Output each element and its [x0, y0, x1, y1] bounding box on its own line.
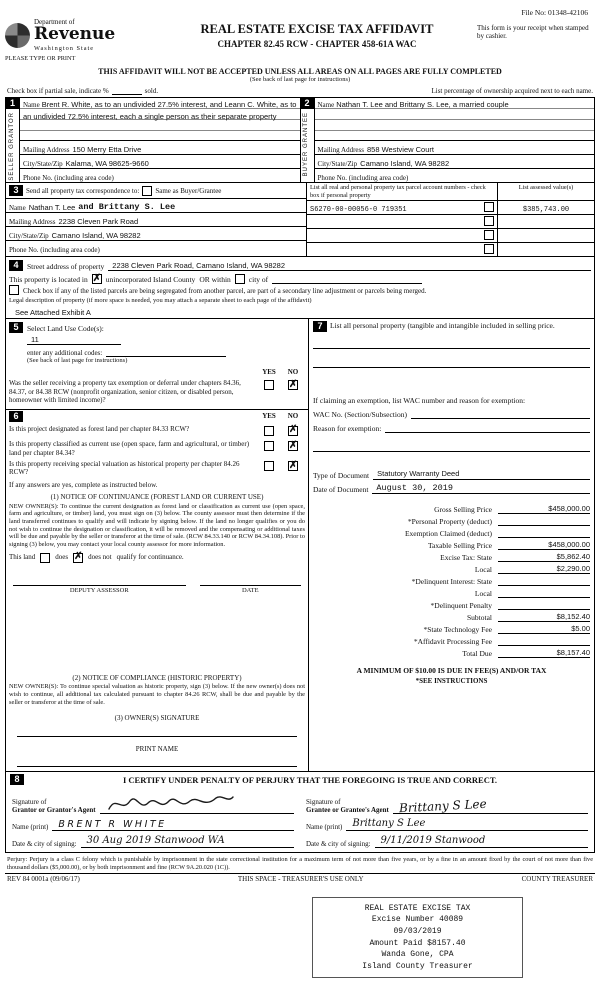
form-title: REAL ESTATE EXCISE TAX AFFIDAVIT — [200, 22, 434, 36]
name-print-label: Name (print) — [306, 823, 343, 832]
personal-property-checkbox-2[interactable] — [484, 216, 494, 226]
date-city-label: Date & city of signing: — [306, 840, 371, 849]
buyer-name-label: Name — [317, 101, 335, 110]
owners-signature-line[interactable] — [17, 725, 297, 737]
assessed-value: $385,743.00 — [522, 205, 570, 214]
forest-land-question-row — [9, 425, 305, 438]
exemption-question-row — [9, 379, 305, 404]
type-or-print-note: PLEASE TYPE OR PRINT — [5, 55, 76, 63]
header — [5, 18, 595, 63]
dor-emblem-icon — [5, 23, 30, 48]
segregated-note: Check box if any of the listed parcels are being segregated from another parcel, are part of a secondary line adjustment or parcels being merged. — [23, 286, 427, 295]
receipt-note: This form is your receipt when stamped by cashier. — [477, 24, 589, 41]
corr-mailing-label: Mailing Address — [9, 217, 56, 226]
q2-no-checkbox[interactable] — [288, 441, 298, 451]
continuance-line — [9, 553, 305, 563]
section5-number: 5 — [9, 322, 23, 333]
exemption-note: If claiming an exemption, list WAC number and reason for exemption: — [313, 396, 526, 406]
money-value: $458,000.00 — [498, 504, 590, 514]
personal-property-label: List all personal property (tangible and intangible included in selling price. — [330, 321, 555, 331]
parcel-row — [307, 242, 497, 256]
seller-phone-row — [20, 168, 300, 182]
city-checkbox[interactable] — [235, 274, 245, 284]
seller-name-label: Name — [23, 101, 40, 110]
buyer-box — [300, 97, 596, 183]
grantee-agent-label: Grantee or Grantee's Agent — [306, 806, 389, 815]
minimum-note: A MINIMUM OF $10.00 IS DUE IN FEE(S) AND/OR TAX — [356, 666, 547, 676]
money-label: Gross Selling Price — [434, 505, 492, 515]
stamp-date: 09/03/2019 — [393, 926, 442, 936]
file-number: File No: 01348-42106 — [521, 8, 588, 17]
grantor-signature-line[interactable] — [100, 791, 294, 814]
qualify-label: qualify for continuance. — [116, 553, 184, 562]
unincorporated-checkbox[interactable] — [92, 274, 102, 284]
located-in-label: This property is located in — [9, 275, 88, 285]
seller-box — [5, 97, 301, 183]
q2-yes-checkbox[interactable] — [264, 441, 274, 451]
money-label: *Delinquent Penalty — [430, 601, 492, 611]
corr-csz-label: City/State/Zip — [9, 231, 49, 240]
q1-no-checkbox[interactable] — [288, 426, 298, 436]
section1-number: 1 — [6, 98, 20, 109]
perjury-statement: Perjury: Perjury is a class C felony which is punishable by imprisonment in the state correctional institution for a maximum term of not more than five years, or by a fine in an amount fixed by the court of not more than five thousand dollars ($5,000.00), or by both imprisonment and fine (RCW 9A.20.020 (1C)). — [7, 856, 593, 871]
partial-sale-label: Check box if partial sale, indicate % — [7, 86, 109, 95]
seller-mailing-row — [20, 140, 300, 154]
grantor-name-line[interactable] — [52, 816, 294, 831]
grantor-printed-name: BRENT R WHITE — [58, 818, 167, 830]
s5-no-checkbox[interactable] — [288, 380, 298, 390]
deputy-date-line[interactable] — [200, 575, 301, 586]
land-use-code-value[interactable]: 11 — [27, 335, 121, 345]
grantee-name-line[interactable] — [346, 816, 588, 831]
notice1-body: NEW OWNER(S): To continue the current designation as forest land or classification as current use (open space, farm and agriculture, or timber) land, you must sign on (3) below. The county assessor must then determine if the land transferred continues to qualify and will indicate by signing below. If the land no longer qualifies or you do not wish to continue the designation or classification, it will be removed and the compensating or additional taxes will be due and payable by the seller or transferor at the time of sale. (RCW 84.33.140 or RCW 84.34.108). Prior to signing (3) below, you may contact your local county assessor for more information. — [9, 502, 305, 548]
money-value: $458,000.00 — [498, 540, 590, 550]
logo-state-text: Washington State — [34, 44, 95, 52]
grantor-agent-label: Grantor or Grantor's Agent — [12, 806, 96, 815]
grantor-date-city: 30 Aug 2019 Stanwood WA — [86, 835, 225, 847]
see-instructions-note: *SEE INSTRUCTIONS — [415, 677, 488, 686]
money-label: *Personal Property (deduct) — [407, 517, 492, 527]
if-yes-note: If any answers are yes, complete as instructed below. — [9, 480, 158, 489]
corr-mailing-value: 2238 Cleven Park Road — [58, 217, 139, 227]
wac-field[interactable] — [411, 408, 590, 419]
does-not-label: does not — [88, 553, 112, 562]
document-type-label: Type of Document — [313, 471, 370, 481]
seller-mailing-value: 150 Merry Etta Drive — [72, 145, 142, 155]
reason-label: Reason for exemption: — [313, 424, 382, 434]
q3-no-checkbox[interactable] — [288, 461, 298, 471]
treasurer-stamp — [312, 897, 523, 979]
buyer-csz-row — [315, 154, 595, 168]
yes-header: YES — [262, 368, 276, 377]
section7-number: 7 — [313, 321, 327, 332]
personal-property-line-1[interactable] — [313, 337, 590, 349]
assessed-row — [498, 214, 594, 228]
certify-statement: I CERTIFY UNDER PENALTY OF PERJURY THAT THE FOREGOING IS TRUE AND CORRECT. — [122, 774, 497, 785]
section6 — [6, 409, 308, 768]
grantor-signature-block — [6, 787, 300, 852]
parcel-numbers-header: List all real and personal property tax parcel account numbers - check box if personal property — [310, 184, 486, 199]
stamp-amount-paid: Amount Paid $8157.40 — [369, 938, 466, 948]
assessed-row — [498, 242, 594, 256]
section3-number: 3 — [9, 185, 23, 196]
wac-label: WAC No. (Section/Subsection) — [313, 410, 407, 420]
deputy-assessor-label: DEPUTY ASSESSOR — [69, 586, 129, 594]
stamp-excise-number: Excise Number 40089 — [371, 915, 464, 925]
money-value: $8,152.40 — [498, 612, 590, 622]
partial-sale-suffix: sold. — [144, 86, 159, 95]
assessed-row — [498, 200, 594, 214]
county-treasurer-label: COUNTY TREASURER — [521, 875, 593, 884]
does-not-checkbox[interactable] — [73, 553, 83, 563]
parcel-value: S6270-00-00056-0 719351 — [310, 205, 407, 214]
historic-property-question-row — [9, 460, 305, 477]
money-label: *State Technology Fee — [423, 625, 492, 635]
buyer-name-value: Nathan T. Lee and Brittany S. Lee, a married couple — [336, 100, 509, 110]
footer-line — [5, 873, 595, 884]
send-correspondence-label: Send all property tax correspondence to: — [26, 186, 140, 195]
same-as-buyer-checkbox[interactable] — [142, 186, 152, 196]
money-label: Excise Tax: State — [440, 553, 492, 563]
additional-codes-field[interactable] — [106, 347, 226, 357]
form-revision: REV 84 0001a (09/06/17) — [7, 875, 80, 884]
section5-see-back: (See back of last page for instructions) — [27, 357, 128, 365]
signature-of-label: Signature of — [12, 798, 47, 807]
date-city-label: Date & city of signing: — [12, 840, 77, 849]
name-print-label: Name (print) — [12, 823, 49, 832]
money-label: Total Due — [462, 649, 492, 659]
money-label: *Delinquent Interest: State — [411, 577, 492, 587]
seller-phone-label: Phone No. (including area code) — [23, 173, 114, 182]
stamp-title: REAL ESTATE EXCISE TAX — [364, 903, 471, 913]
grantee-signature-line[interactable] — [393, 796, 588, 816]
deputy-date-label: DATE — [241, 586, 259, 594]
logo-dept-text: Department of — [34, 18, 75, 26]
corr-name-value: Nathan T. Lee — [28, 203, 76, 213]
money-label: Local — [474, 565, 492, 575]
seller-mailing-label: Mailing Address — [23, 145, 70, 154]
legal-description-value: See Attached Exhibit A — [15, 308, 91, 318]
seller-csz-value: Kalama, WA 98625-9660 — [65, 159, 149, 169]
buyer-csz-value: Camano Island, WA 98282 — [360, 159, 450, 169]
buyer-mailing-value: 858 Westview Court — [366, 145, 434, 155]
grantee-date-city: 9/11/2019 Stanwood — [380, 835, 486, 847]
seller-side-label: SELLER GRANTOR — [8, 112, 15, 181]
ownership-note: List percentage of ownership acquired next to each name. — [431, 86, 593, 95]
notice1-title: (1) NOTICE OF CONTINUANCE (FOREST LAND OR CURRENT USE) — [50, 493, 264, 502]
buyer-csz-label: City/State/Zip — [317, 159, 358, 168]
additional-codes-label: enter any additional codes: — [27, 348, 103, 357]
section2-number: 2 — [300, 98, 314, 109]
segregated-checkbox[interactable] — [9, 285, 19, 295]
treasurer-space-label: THIS SPACE - TREASURER'S USE ONLY — [237, 875, 364, 884]
corr-phone-row — [6, 240, 306, 254]
exemption-question: Was the seller receiving a property tax exemption or deferral under chapters 84.36, 84.37, or 84.38 RCW (nonprofit organization, senior citizen, or disabled person, homeowner with limited income)? — [9, 379, 241, 405]
buyer-mailing-label: Mailing Address — [317, 145, 364, 154]
current-use-question: Is this property classified as current use (open space, farm and agricultural, or timber) land per chapter 84.34? — [9, 440, 250, 457]
form-subtitle: CHAPTER 82.45 RCW - CHAPTER 458-61A WAC — [217, 39, 417, 49]
grantee-signature: Brittany S Lee — [398, 796, 487, 816]
q3-yes-checkbox[interactable] — [264, 461, 274, 471]
does-checkbox[interactable] — [40, 553, 50, 563]
yes-header: YES — [262, 411, 276, 420]
section6-number: 6 — [9, 411, 23, 422]
deputy-assessor-sign-line[interactable] — [13, 575, 186, 586]
buyer-name-area — [315, 98, 595, 140]
reason-field[interactable] — [385, 422, 590, 433]
or-within-label: OR within — [199, 275, 231, 285]
notice2-title: (2) NOTICE OF COMPLIANCE (HISTORIC PROPERTY) — [72, 674, 242, 683]
current-use-question-row — [9, 440, 305, 457]
q1-yes-checkbox[interactable] — [264, 426, 274, 436]
section7-column — [309, 319, 594, 771]
section4-property — [5, 256, 595, 319]
money-label: Subtotal — [466, 613, 492, 623]
see-back-note: (See back of last page for instructions) — [249, 76, 351, 84]
money-value: $5,862.40 — [498, 552, 590, 562]
section3-correspondence — [5, 182, 595, 257]
print-name-line[interactable] — [17, 755, 297, 767]
signature-of-label: Signature of — [306, 798, 341, 807]
personal-property-line-2[interactable] — [313, 356, 590, 368]
section8-number: 8 — [10, 774, 24, 785]
grantor-signature — [106, 791, 236, 815]
money-value: $8,157.40 — [498, 648, 590, 658]
grantor-date-line[interactable] — [81, 833, 294, 848]
warning-line: THIS AFFIDAVIT WILL NOT BE ACCEPTED UNLESS ALL AREAS ON ALL PAGES ARE FULLY COMPLETED — [98, 66, 502, 76]
grantee-date-line[interactable] — [375, 833, 588, 848]
corr-csz-row — [6, 226, 306, 240]
money-value: $5.00 — [498, 624, 590, 634]
partial-sale-percent-field[interactable] — [112, 86, 142, 95]
personal-property-checkbox-4[interactable] — [484, 244, 494, 254]
print-name-label: PRINT NAME — [135, 744, 179, 753]
partial-sale-line — [5, 86, 595, 95]
does-label: does — [55, 553, 69, 562]
no-header: NO — [287, 411, 299, 420]
seller-name-value: Brent R. White, as to an undivided 27.5% interest, and Leann C. White, as to an undivided 72.5% interest, each a single person as their separate property — [23, 100, 297, 122]
money-label: Exemption Claimed (deduct) — [404, 529, 492, 539]
logo-name-text: Revenue — [34, 24, 116, 45]
no-header: NO — [287, 368, 299, 377]
money-value: $2,290.00 — [498, 564, 590, 574]
money-label: Taxable Selling Price — [427, 541, 492, 551]
buyer-mailing-row — [315, 140, 595, 154]
forest-land-question: Is this project designated as forest land per chapter 84.33 RCW? — [9, 424, 190, 433]
seller-csz-label: City/State/Zip — [23, 159, 63, 168]
land-prefix: This land — [9, 553, 36, 562]
parcel-row — [307, 214, 497, 228]
street-address-label: Street address of property — [27, 262, 105, 272]
city-of-label: city of — [248, 275, 269, 285]
grantee-sig-label — [306, 798, 389, 814]
dor-logo — [5, 18, 157, 63]
corr-name-typed-value: and Brittany S. Lee — [78, 202, 176, 213]
street-address-value: 2238 Cleven Park Road, Camano Island, WA 98282 — [108, 261, 591, 271]
money-label: *Affidavit Processing Fee — [413, 637, 492, 647]
corr-mailing-row — [6, 212, 306, 226]
unincorporated-label: unincorporated Island County — [105, 275, 196, 285]
money-label: Local — [474, 589, 492, 599]
grantor-sig-label — [12, 798, 96, 814]
legal-description-label: Legal description of property (if more space is needed, you may attach a separate sheet to each page of the affidavit) — [9, 297, 312, 305]
corr-csz-value: Camano Island, WA 98282 — [51, 231, 141, 241]
stamp-treasurer-name: Wanda Gone, CPA — [381, 950, 454, 960]
assessed-values-header: List assessed value(s) — [518, 184, 574, 192]
buyer-side-label: BUYER GRANTEE — [303, 112, 310, 177]
reason-line-2[interactable] — [313, 440, 590, 452]
corr-name-row — [6, 198, 306, 212]
personal-property-checkbox-3[interactable] — [484, 230, 494, 240]
personal-property-checkbox-1[interactable] — [484, 202, 494, 212]
grantee-printed-name: Brittany S Lee — [352, 818, 426, 830]
owners-signature-label: (3) OWNER(S) SIGNATURE — [114, 714, 200, 723]
parcel-row — [307, 228, 497, 242]
section5-6-column — [6, 319, 309, 771]
historic-property-question: Is this property receiving special valuation as historical property per chapter 84.26 RCW? — [9, 460, 240, 477]
stamp-treasurer-title: Island County Treasurer — [362, 961, 473, 971]
s5-yes-checkbox[interactable] — [264, 380, 274, 390]
corr-name-label: Name — [9, 203, 26, 212]
notice2-body: NEW OWNER(S): To continue special valuation as historic property, sign (3) below. If the new owner(s) does not wish to continue, all additional tax calculated pursuant to chapter 84.26 RCW, shall be due and payable by the seller or transferor at the time of sale. — [9, 683, 305, 706]
buyer-phone-label: Phone No. (including area code) — [317, 173, 409, 182]
grantee-signature-block — [300, 787, 594, 852]
buyer-phone-row — [315, 168, 595, 182]
document-date-value: August 30, 2019 — [372, 483, 590, 494]
parcel-row — [307, 200, 497, 214]
section4-number: 4 — [9, 260, 23, 271]
seller-name-area — [20, 98, 300, 140]
document-date-label: Date of Document — [313, 485, 369, 495]
seller-csz-row — [20, 154, 300, 168]
assessed-row — [498, 228, 594, 242]
document-type-value: Statutory Warranty Deed — [373, 469, 590, 480]
same-as-buyer-label: Same as Buyer/Grantee — [155, 186, 222, 195]
corr-phone-label: Phone No. (including area code) — [9, 245, 100, 254]
section8-signatures — [5, 771, 595, 853]
land-use-label: Select Land Use Code(s): — [27, 324, 104, 334]
city-of-field[interactable] — [272, 274, 422, 284]
